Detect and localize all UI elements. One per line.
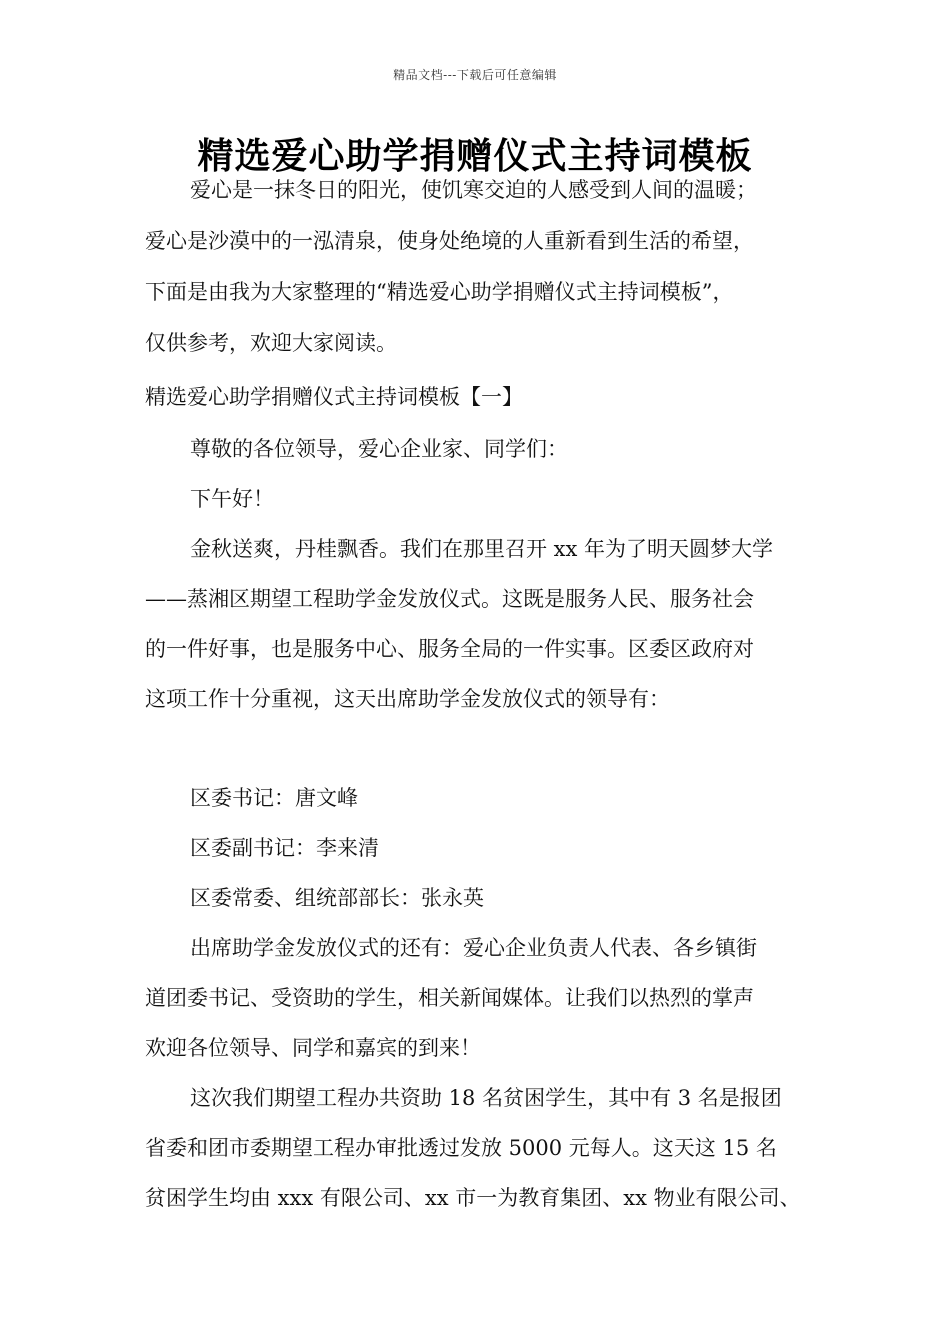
paragraph-line: 欢迎各位领导、同学和嘉宾的到来！: [145, 1036, 481, 1060]
paragraph-line: 出席助学金发放仪式的还有：爱心企业负责人代表、各乡镇街: [190, 936, 757, 960]
paragraph-line: 省委和团市委期望工程办审批透过发放 5000 元每人。这天这 15 名: [145, 1136, 777, 1160]
leader-line: 区委书记：唐文峰: [190, 786, 358, 810]
paragraph-line: 道团委书记、受资助的学生，相关新闻媒体。让我们以热烈的掌声: [145, 986, 754, 1010]
paragraph-line: 仅供参考，欢迎大家阅读。: [145, 331, 397, 355]
paragraph-line: 这项工作十分重视，这天出席助学金发放仪式的领导有：: [145, 687, 670, 711]
section-heading: 精选爱心助学捐赠仪式主持词模板【一】: [145, 385, 523, 409]
paragraph-line: 爱心是沙漠中的一泓清泉，使身处绝境的人重新看到生活的希望，: [145, 229, 754, 253]
greeting-line: 下午好！: [190, 487, 274, 511]
paragraph-line: 这次我们期望工程办共资助 18 名贫困学生，其中有 3 名是报团: [190, 1086, 782, 1110]
paragraph-line: 的一件好事，也是服务中心、服务全局的一件实事。区委区政府对: [145, 637, 754, 661]
paragraph-line: 贫困学生均由 xxx 有限公司、xx 市一为教育集团、xx 物业有限公司、: [145, 1186, 801, 1210]
paragraph-line: 下面是由我为大家整理的“精选爱心助学捐赠仪式主持词模板”，: [145, 280, 734, 304]
document-title: 精选爱心助学捐赠仪式主持词模板: [197, 136, 753, 177]
paragraph-line: 爱心是一抹冬日的阳光，使饥寒交迫的人感受到人间的温暖；: [190, 178, 757, 202]
paragraph-line: ——蒸湘区期望工程助学金发放仪式。这既是服务人民、服务社会: [145, 587, 754, 611]
salutation-line: 尊敬的各位领导，爱心企业家、同学们：: [190, 437, 568, 461]
leader-line: 区委常委、组统部部长：张永英: [190, 886, 484, 910]
leader-line: 区委副书记：李来清: [190, 836, 379, 860]
header-note: 精品文档---下载后可任意编辑: [393, 68, 557, 82]
paragraph-line: 金秋送爽，丹桂飘香。我们在那里召开 xx 年为了明天圆梦大学: [190, 537, 774, 561]
